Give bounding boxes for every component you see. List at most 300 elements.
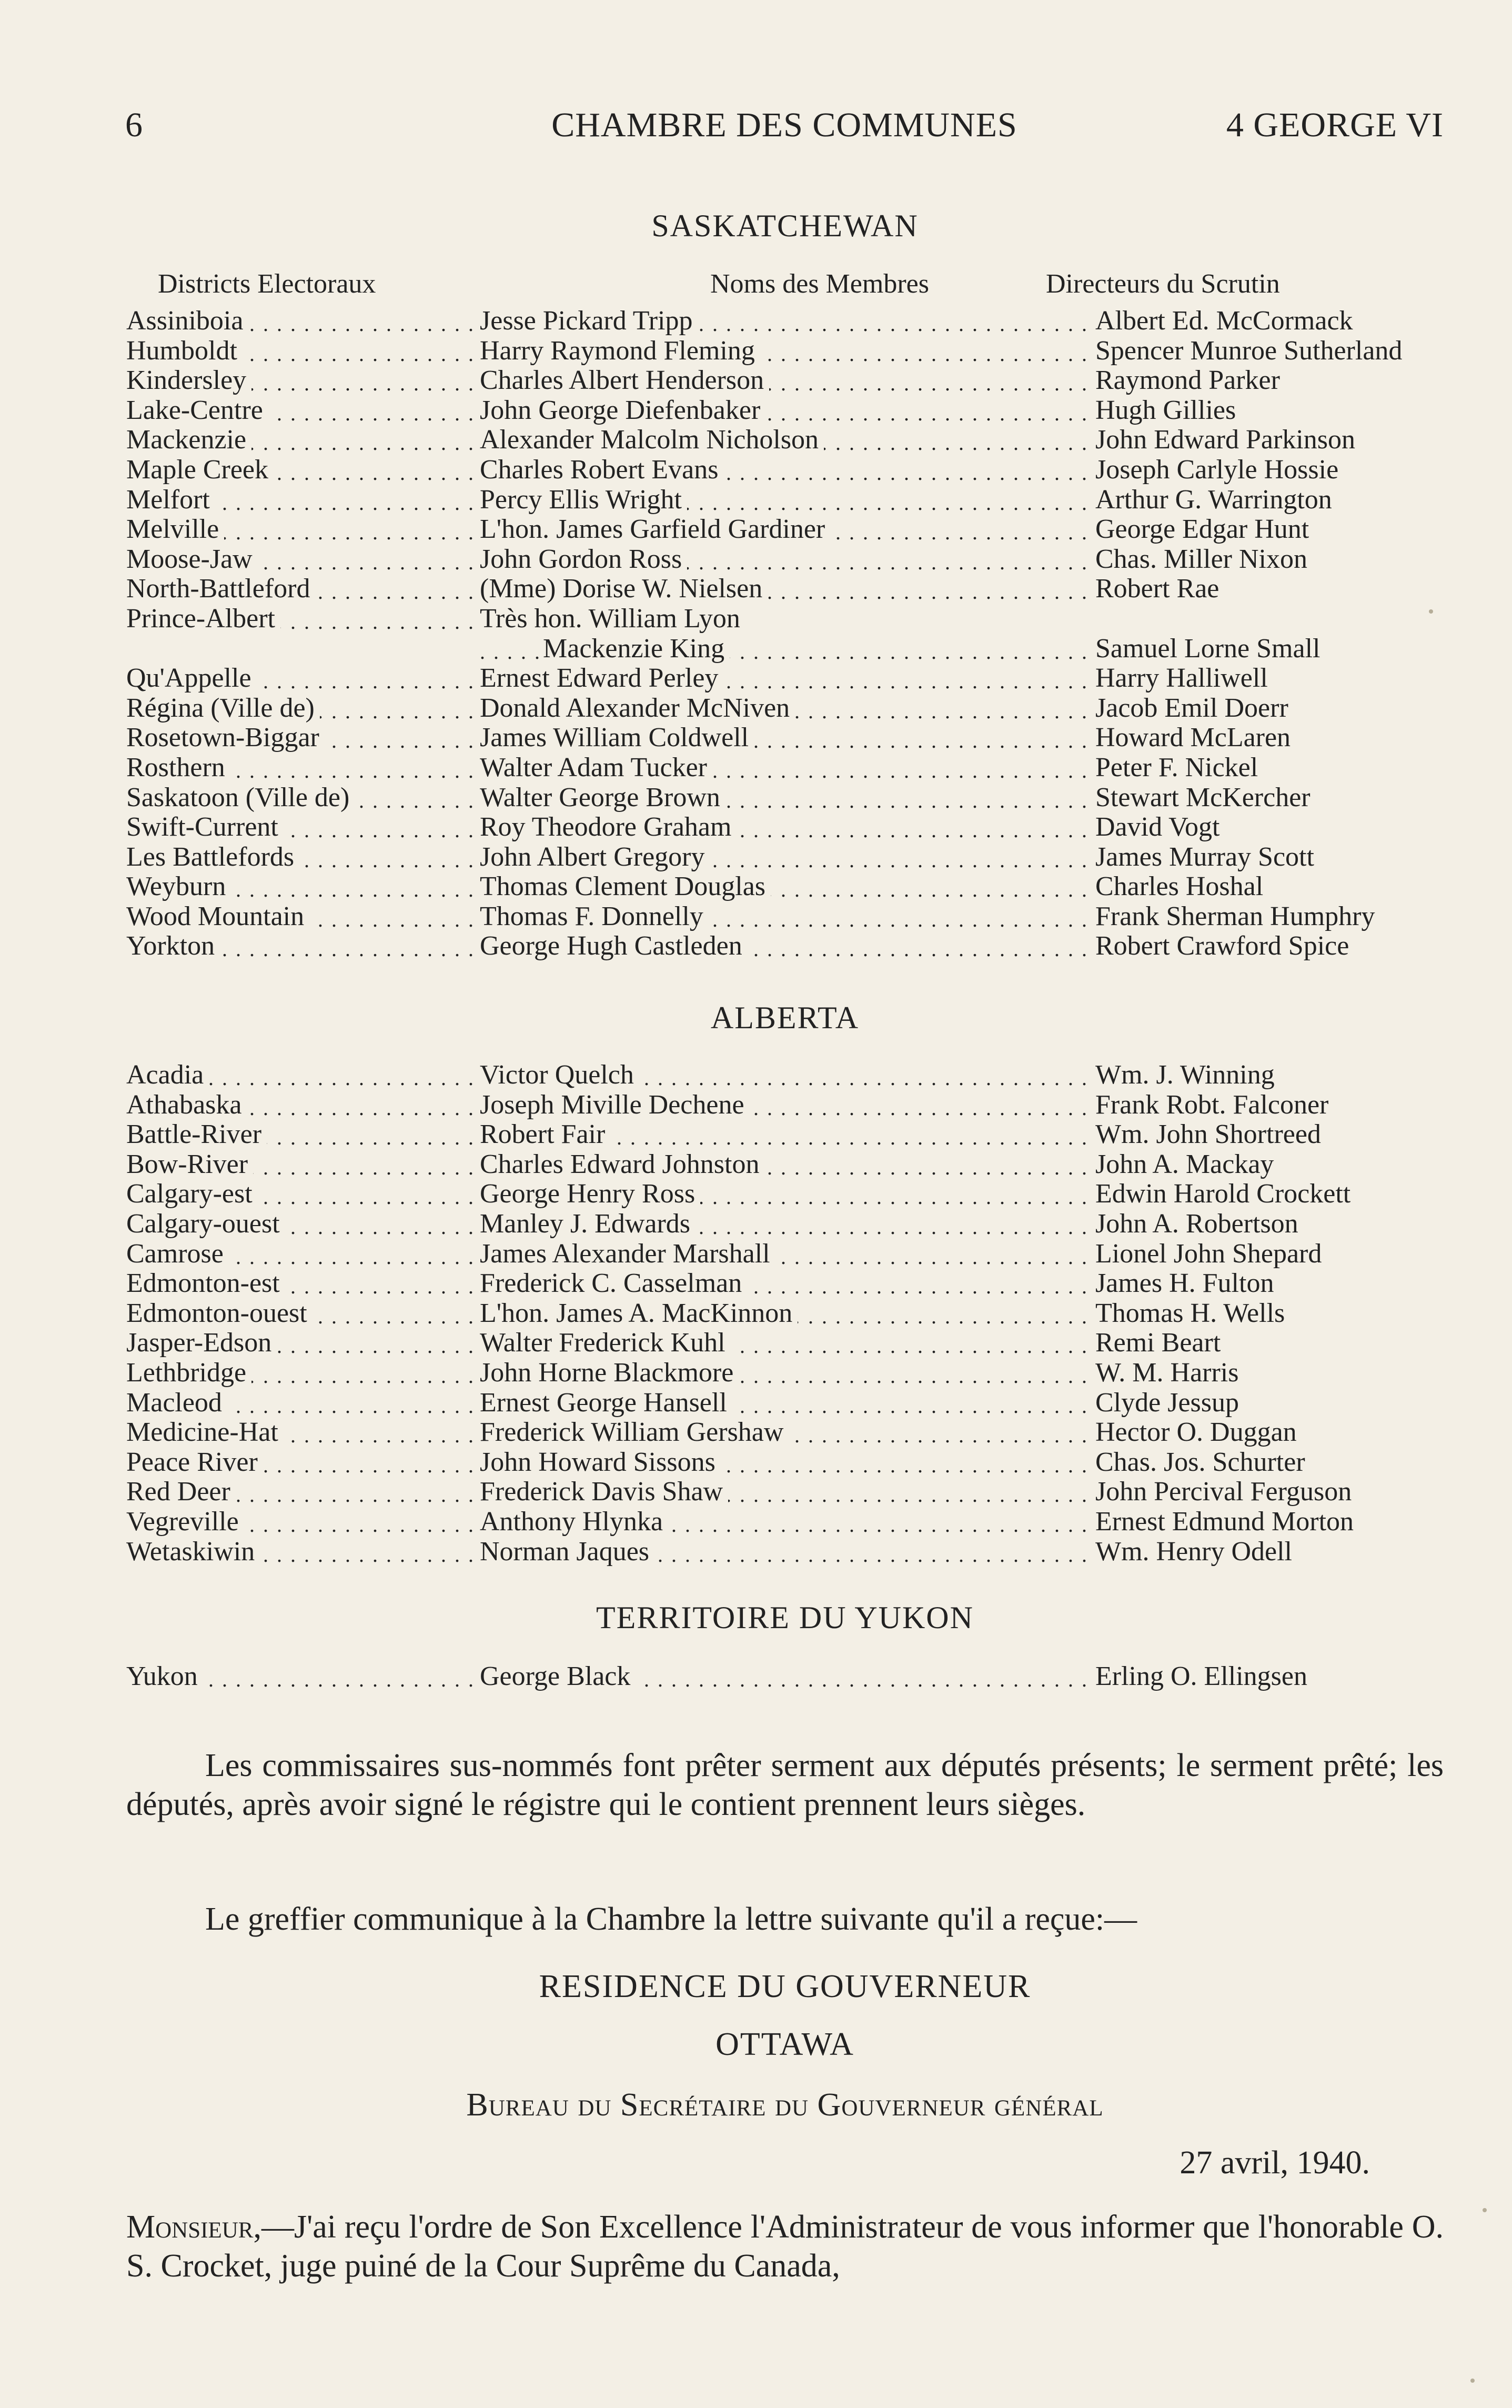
paragraph-clerk [126, 1900, 1444, 1939]
officer-cell [1095, 1120, 1464, 1150]
member-cell [480, 396, 1091, 426]
district-name: Wetaskiwin [126, 1537, 260, 1567]
table-row [126, 306, 1378, 336]
table-row [126, 1269, 1378, 1299]
officer-name: Frank Robt. Falconer [1095, 1090, 1329, 1120]
member-name: Victor Quelch [480, 1060, 639, 1090]
district-cell [126, 1209, 476, 1239]
district-name: Melfort [126, 485, 215, 515]
member-cell [480, 1448, 1091, 1478]
member-name: Charles Albert Henderson [480, 366, 769, 395]
table-row [126, 1120, 1378, 1150]
district-cell [126, 1537, 476, 1567]
district-cell [126, 1662, 476, 1692]
table-row [126, 1358, 1378, 1388]
officer-cell [1095, 842, 1464, 872]
table-row [126, 366, 1378, 396]
officer-name: Raymond Parker [1095, 366, 1280, 396]
officer-cell [1095, 1507, 1464, 1537]
table-row [126, 812, 1378, 842]
officer-name: Spencer Munroe Sutherland [1095, 336, 1403, 366]
officer-name: Howard McLaren [1095, 723, 1291, 753]
member-name: John Gordon Ross [480, 545, 687, 574]
district-name: Calgary-ouest [126, 1209, 285, 1239]
officer-name: Albert Ed. McCormack [1095, 306, 1353, 336]
page-speck [1429, 609, 1433, 614]
member-name: James William Coldwell [480, 723, 754, 752]
district-cell [126, 723, 476, 753]
officer-name: John A. Mackay [1095, 1149, 1274, 1179]
district-cell [126, 574, 476, 604]
district-cell [126, 1060, 476, 1090]
table-row [126, 425, 1378, 455]
member-cell [480, 545, 1091, 575]
district-cell [126, 872, 476, 902]
officer-cell [1095, 425, 1464, 455]
district-cell [126, 1239, 476, 1269]
member-cell [480, 1239, 1091, 1269]
district-cell [126, 515, 476, 545]
table-row [126, 1060, 1378, 1090]
section-title-alberta: ALBERTA [710, 1000, 860, 1035]
district-name: Prince-Albert [126, 604, 280, 634]
member-cell [480, 1662, 1091, 1692]
table-row [126, 1507, 1378, 1537]
officer-cell [1095, 366, 1464, 396]
letter-text: —J'ai reçu l'ordre de Son Excellence l'Administrateur de vous informer que l'honorable O. S. Crocket, juge puiné de la Cour Suprême du Canada, [126, 2209, 1444, 2284]
paragraph-oath [126, 1746, 1444, 1824]
table-row [126, 1150, 1378, 1180]
officer-name: John Edward Parkinson [1095, 425, 1355, 455]
member-name: Manley J. Edwards [480, 1209, 695, 1239]
officer-name: Hugh Gillies [1095, 395, 1236, 425]
officer-name: Wm. Henry Odell [1095, 1537, 1293, 1567]
officer-cell [1095, 455, 1464, 485]
table-row [126, 455, 1378, 485]
member-name: Charles Edward Johnston [480, 1150, 764, 1179]
officer-name: Samuel Lorne Small [1095, 634, 1321, 664]
officer-cell [1095, 931, 1464, 961]
member-cell [480, 1507, 1091, 1537]
member-name: John Horne Blackmore [480, 1358, 739, 1388]
table-row [126, 902, 1378, 932]
officer-cell [1095, 515, 1464, 545]
district-name: Kindersley [126, 366, 251, 395]
district-name: Peace River [126, 1448, 263, 1477]
officer-name: Lionel John Shepard [1095, 1239, 1322, 1269]
saskatchewan-table [126, 306, 1403, 961]
district-cell [126, 931, 476, 961]
member-cell [480, 783, 1091, 813]
officer-cell [1095, 902, 1464, 932]
table-row [126, 783, 1378, 813]
member-name: Thomas F. Donnelly [480, 902, 709, 931]
member-cell [480, 306, 1091, 336]
district-cell [126, 306, 476, 336]
residence-heading: RESIDENCE DU GOUVERNEUR [539, 1969, 1031, 2004]
district-cell [126, 1418, 476, 1448]
officer-name: Wm. John Shortreed [1095, 1120, 1321, 1150]
officer-cell [1095, 1150, 1464, 1180]
member-name: Charles Robert Evans [480, 455, 723, 485]
member-name: James Alexander Marshall [480, 1239, 775, 1269]
paragraph-clerk-text: Le greffier communique à la Chambre la lettre suivante qu'il a reçue:— [205, 1901, 1137, 1937]
member-name: Frederick C. Casselman [480, 1269, 747, 1298]
officer-cell [1095, 723, 1464, 753]
member-name: Ernest Edward Perley [480, 664, 723, 693]
officer-cell [1095, 1269, 1464, 1299]
member-name: Walter Adam Tucker [480, 753, 712, 782]
table-row [126, 842, 1378, 872]
officer-name: Peter F. Nickel [1095, 752, 1258, 782]
district-name: Weyburn [126, 872, 231, 901]
member-name: Ernest George Hansell [480, 1388, 732, 1418]
member-name: George Henry Ross [480, 1179, 700, 1209]
officer-cell [1095, 336, 1464, 366]
district-name: Melville [126, 515, 224, 544]
district-cell [126, 1090, 476, 1120]
city-heading: OTTAWA [715, 2026, 854, 2062]
district-name: Humboldt [126, 336, 243, 366]
member-cell [480, 455, 1091, 485]
table-row [126, 664, 1378, 694]
member-name: Anthony Hlynka [480, 1507, 668, 1537]
district-cell [126, 1120, 476, 1150]
officer-name: Hector O. Duggan [1095, 1418, 1297, 1448]
table-row [126, 723, 1378, 753]
member-cell [480, 574, 1091, 604]
section-title-yukon: TERRITOIRE DU YUKON [596, 1600, 974, 1635]
member-cell [480, 1150, 1091, 1180]
officer-cell [1095, 1388, 1464, 1418]
district-cell [126, 396, 476, 426]
table-row [126, 1239, 1378, 1269]
officer-name: James Murray Scott [1095, 842, 1314, 872]
officer-name: Charles Hoshal [1095, 872, 1264, 902]
district-name: Mackenzie [126, 425, 251, 455]
running-head [125, 105, 1444, 153]
member-name: George Hugh Castleden [480, 931, 748, 961]
member-name: L'hon. James A. MacKinnon [480, 1299, 798, 1328]
member-name: George Black [480, 1662, 636, 1691]
table-row [126, 1328, 1378, 1358]
district-name: Lethbridge [126, 1358, 251, 1388]
officer-cell [1095, 396, 1464, 426]
officer-cell [1095, 1209, 1464, 1239]
member-cell [480, 842, 1091, 872]
yukon-table [126, 1662, 1378, 1692]
member-name: Donald Alexander McNiven [480, 694, 795, 723]
table-row [126, 1179, 1378, 1209]
district-cell [126, 425, 476, 455]
table-row [126, 515, 1378, 545]
page-speck [1483, 2208, 1487, 2212]
member-name: Joseph Miville Dechene [480, 1090, 750, 1120]
officer-cell [1095, 783, 1464, 813]
member-cell [480, 366, 1091, 396]
member-name-continued: Mackenzie King [543, 634, 730, 664]
officer-name: Robert Crawford Spice [1095, 931, 1349, 961]
officer-name: W. M. Harris [1095, 1358, 1239, 1388]
officer-cell [1095, 1418, 1464, 1448]
officer-name: Ernest Edmund Morton [1095, 1507, 1354, 1537]
officer-cell [1095, 1537, 1464, 1567]
column-headers [126, 268, 1444, 305]
district-cell [126, 545, 476, 575]
member-cell [480, 872, 1091, 902]
district-name: Calgary-est [126, 1179, 258, 1209]
officer-name: Chas. Miller Nixon [1095, 544, 1307, 574]
member-name: Alexander Malcolm Nicholson [480, 425, 824, 455]
section-title-saskatchewan: SASKATCHEWAN [651, 208, 919, 243]
district-name: Wood Mountain [126, 902, 309, 931]
district-cell [126, 1299, 476, 1329]
officer-name: Clyde Jessup [1095, 1388, 1239, 1418]
member-cell [480, 902, 1091, 932]
member-name: Thomas Clement Douglas [480, 872, 771, 901]
officer-name: Edwin Harold Crockett [1095, 1179, 1351, 1209]
table-row [126, 396, 1378, 426]
member-cell [480, 1090, 1091, 1120]
district-name: Edmonton-ouest [126, 1299, 313, 1328]
member-name: Percy Ellis Wright [480, 485, 687, 515]
member-name: L'hon. James Garfield Gardiner [480, 515, 830, 544]
district-cell [126, 1269, 476, 1299]
table-row [126, 485, 1378, 515]
column-header-districts: Districts Electoraux [158, 269, 376, 299]
district-cell [126, 455, 476, 485]
officer-cell [1095, 1358, 1464, 1388]
district-name: Red Deer [126, 1477, 236, 1507]
district-name: Saskatoon (Ville de) [126, 783, 355, 812]
letter-body [126, 2208, 1444, 2285]
officer-cell [1095, 1477, 1464, 1507]
district-name: Yukon [126, 1662, 203, 1691]
officer-name: Stewart McKercher [1095, 782, 1311, 812]
member-name: Norman Jaques [480, 1537, 654, 1567]
member-name: Frederick Davis Shaw [480, 1477, 728, 1507]
table-row [126, 604, 1378, 664]
member-name: Walter Frederick Kuhl [480, 1328, 731, 1358]
member-name: Robert Fair [480, 1120, 610, 1149]
table-row [126, 336, 1403, 366]
officer-name: Robert Rae [1095, 574, 1219, 604]
member-name: Walter George Brown [480, 783, 725, 812]
officer-name: Wm. J. Winning [1095, 1060, 1275, 1090]
district-name: Rosthern [126, 753, 230, 782]
district-cell [126, 1328, 476, 1358]
district-cell [126, 694, 476, 724]
table-row [126, 1388, 1378, 1418]
district-name: Rosetown-Biggar [126, 723, 325, 752]
table-row [126, 574, 1378, 604]
district-cell [126, 604, 476, 634]
letter-salutation: Monsieur, [126, 2209, 261, 2245]
district-name: Jasper-Edson [126, 1328, 277, 1358]
column-header-officers: Directeurs du Scrutin [1046, 269, 1280, 299]
district-cell [126, 485, 476, 515]
officer-cell [1095, 664, 1464, 694]
table-row [126, 931, 1378, 961]
district-name: Régina (Ville de) [126, 694, 320, 723]
officer-cell [1095, 694, 1464, 724]
running-title: CHAMBRE DES COMMUNES [551, 106, 1017, 144]
member-cell [480, 694, 1091, 724]
member-cell [480, 1269, 1091, 1299]
member-name: Très hon. William Lyon [480, 604, 1091, 634]
member-cell [480, 1060, 1091, 1090]
officer-name: Chas. Jos. Schurter [1095, 1447, 1305, 1477]
district-cell [126, 1507, 476, 1537]
district-cell [126, 1150, 476, 1180]
member-cell [480, 604, 1091, 664]
officer-cell [1095, 634, 1464, 664]
district-name: Qu'Appelle [126, 664, 257, 693]
officer-cell [1095, 1090, 1464, 1120]
officer-cell [1095, 1239, 1464, 1269]
district-name: Maple Creek [126, 455, 274, 485]
member-name: Frederick William Gershaw [480, 1418, 789, 1447]
officer-name: Frank Sherman Humphry [1095, 901, 1375, 931]
officer-cell [1095, 1448, 1464, 1478]
officer-name: Harry Halliwell [1095, 664, 1268, 694]
officer-cell [1095, 1179, 1464, 1209]
member-cell [480, 1388, 1091, 1418]
alberta-table [126, 1060, 1378, 1567]
member-cell [480, 812, 1091, 842]
paragraph-oath-text: Les commissaires sus-nommés font prêter serment aux députés présents; le serment prêté; les députés, après avoir signé le régistre qui le contient prennent leurs sièges. [126, 1748, 1444, 1822]
member-cell [480, 485, 1091, 515]
member-name: Harry Raymond Fleming [480, 336, 760, 366]
table-row [126, 1662, 1378, 1692]
officer-cell [1095, 1299, 1464, 1329]
district-name: Lake-Centre [126, 396, 268, 425]
officer-cell [1095, 1328, 1464, 1358]
member-cell [480, 515, 1091, 545]
district-cell [126, 1358, 476, 1388]
district-cell [126, 902, 476, 932]
member-cell [480, 1537, 1091, 1567]
bureau-heading: Bureau du Secrétaire du Gouverneur général [466, 2087, 1104, 2123]
reign-label: 4 GEORGE VI [1226, 106, 1444, 144]
member-cell [480, 931, 1091, 961]
officer-cell [1095, 485, 1464, 515]
column-header-members: Noms des Membres [710, 269, 929, 299]
member-name: (Mme) Dorise W. Nielsen [480, 574, 768, 604]
table-row [126, 545, 1378, 575]
officer-name: Joseph Carlyle Hossie [1095, 455, 1339, 485]
officer-name: Arthur G. Warrington [1095, 485, 1332, 515]
member-cell [480, 425, 1091, 455]
table-row [126, 1448, 1378, 1478]
member-cell [480, 664, 1091, 694]
member-cell [480, 1120, 1091, 1150]
district-cell [126, 1477, 476, 1507]
officer-name: John Percival Ferguson [1095, 1477, 1352, 1507]
officer-name: Jacob Emil Doerr [1095, 693, 1288, 723]
district-cell [126, 336, 476, 366]
member-name: Roy Theodore Graham [480, 812, 737, 842]
member-cell [480, 1418, 1091, 1448]
district-cell [126, 812, 476, 842]
district-name: Assiniboia [126, 306, 248, 336]
district-name: Yorkton [126, 931, 220, 961]
district-cell [126, 664, 476, 694]
page-number: 6 [125, 106, 143, 144]
district-name: Macleod [126, 1388, 227, 1418]
member-cell [480, 1477, 1091, 1507]
member-cell [480, 336, 1091, 366]
district-name: Athabaska [126, 1090, 247, 1120]
officer-cell [1095, 574, 1464, 604]
district-name: Moose-Jaw [126, 545, 258, 574]
table-row [126, 753, 1378, 783]
table-row [126, 1477, 1378, 1507]
officer-name: James H. Fulton [1095, 1269, 1274, 1299]
member-cell [480, 1358, 1091, 1388]
officer-name: John A. Robertson [1095, 1209, 1298, 1239]
officer-cell [1095, 812, 1464, 842]
officer-name: George Edgar Hunt [1095, 515, 1309, 545]
table-row [126, 1537, 1378, 1567]
district-cell [126, 366, 476, 396]
district-name: Battle-River [126, 1120, 267, 1149]
officer-name: Erling O. Ellingsen [1095, 1662, 1307, 1691]
member-cell [480, 753, 1091, 783]
officer-name: Remi Beart [1095, 1328, 1221, 1358]
district-name: North-Battleford [126, 574, 315, 604]
district-name: Bow-River [126, 1150, 253, 1179]
table-row [126, 694, 1378, 724]
officer-name: Thomas H. Wells [1095, 1298, 1285, 1328]
member-cell [480, 1328, 1091, 1358]
district-name: Medicine-Hat [126, 1418, 284, 1447]
table-row [126, 1209, 1378, 1239]
member-cell [480, 1179, 1091, 1209]
officer-cell [1095, 306, 1464, 336]
table-row [126, 1299, 1378, 1329]
member-cell [480, 723, 1091, 753]
page-speck [1470, 2379, 1475, 2383]
member-cell [480, 1209, 1091, 1239]
table-row [126, 1090, 1378, 1120]
member-name: John Howard Sissons [480, 1448, 721, 1477]
officer-cell [1095, 545, 1464, 575]
district-cell [126, 783, 476, 813]
district-name: Swift-Current [126, 812, 284, 842]
officer-cell [1095, 872, 1464, 902]
table-row [126, 872, 1378, 902]
district-cell [126, 842, 476, 872]
district-name: Acadia [126, 1060, 209, 1090]
officer-cell [1095, 753, 1464, 783]
district-name: Vegreville [126, 1507, 244, 1537]
officer-cell [1095, 1060, 1464, 1090]
district-cell [126, 1179, 476, 1209]
member-name: Jesse Pickard Tripp [480, 306, 698, 336]
district-cell [126, 1448, 476, 1478]
officer-name: David Vogt [1095, 812, 1220, 842]
member-name: John George Diefenbaker [480, 396, 765, 425]
letter-date: 27 avril, 1940. [1180, 2145, 1370, 2181]
district-name: Camrose [126, 1239, 229, 1269]
district-cell [126, 1388, 476, 1418]
member-name: John Albert Gregory [480, 842, 710, 872]
member-cell [480, 1299, 1091, 1329]
district-name: Les Battlefords [126, 842, 299, 872]
district-cell [126, 753, 476, 783]
district-name: Edmonton-est [126, 1269, 285, 1298]
